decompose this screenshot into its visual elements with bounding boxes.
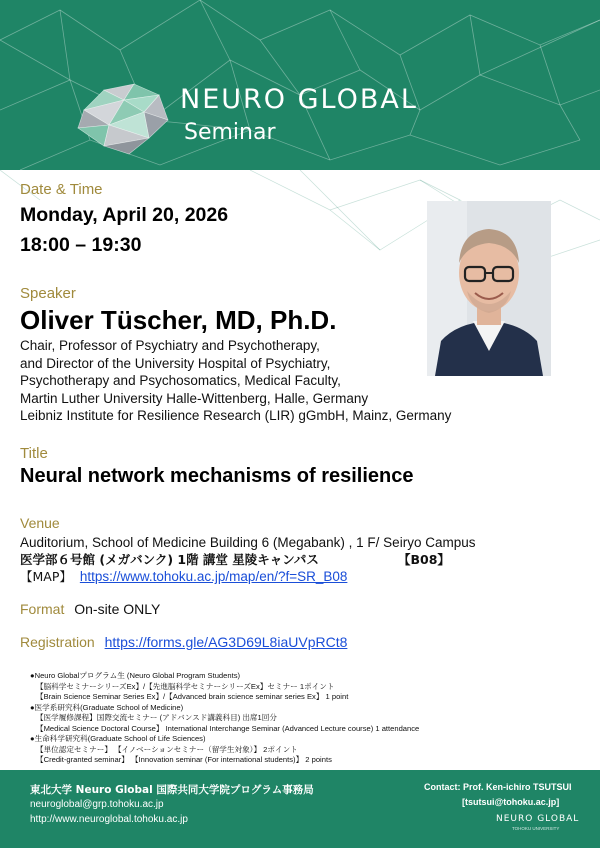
affiliation-line: and Director of the University Hospital of Psychiatry, (20, 355, 331, 371)
venue-label: Venue (20, 515, 60, 531)
affiliation-line: Martin Luther University Halle-Wittenberg, Halle, Germany (20, 390, 369, 406)
speaker-affiliation (20, 337, 451, 425)
office-website[interactable]: http://www.neuroglobal.tohoku.ac.jp (30, 814, 188, 825)
venue-code: 【B08】 (398, 552, 450, 567)
event-time: 18:00 – 19:30 (20, 234, 142, 256)
office-email[interactable]: neuroglobal@grp.tohoku.ac.jp (30, 799, 164, 810)
note-line: 【脳科学セミナーシリーズEx】/【先進脳科学セミナーシリーズEx】セミナー 1ポイント (36, 681, 335, 691)
affiliation-line: Chair, Professor of Psychiatry and Psychotherapy, (20, 338, 320, 353)
footer-logo-sub: TOHOKU UNIVERSITY (512, 826, 560, 831)
speaker-name: Oliver Tüscher, MD, Ph.D. (20, 305, 337, 335)
contact-name: Contact: Prof. Ken-ichiro TSUTSUI (424, 782, 572, 792)
affiliation-line: Psychotherapy and Psychosomatics, Medical Faculty, (20, 373, 341, 388)
note-line: 【Credit-granted seminar】 【Innovation seminar (For international students)】 2 points (36, 755, 332, 764)
footer (0, 770, 600, 848)
note-line: 【Medical Science Doctoral Course】 International Interchange Seminar (Advanced Lecture course) 1 attendance (36, 723, 420, 733)
office-name: 東北大学 Neuro Global 国際共同大学院プログラム事務局 (30, 784, 314, 796)
talk-title: Neural network mechanisms of resilience (20, 465, 414, 487)
title-label: Title (20, 445, 48, 462)
note-line: 【Brain Science Seminar Series Ex】/【Advanced brain science seminar series Ex】 1 point (36, 692, 349, 701)
header-banner (0, 0, 600, 170)
footer-logo-text: NEURO GLOBAL (496, 814, 580, 824)
brain-logo-icon (74, 80, 170, 156)
datetime-label: Date & Time (20, 181, 103, 198)
event-date: Monday, April 20, 2026 (20, 204, 229, 226)
format-label: Format (20, 601, 65, 617)
brand-title: NEURO GLOBAL (180, 84, 418, 115)
note-line: ●生命科学研究科(Graduate School of Life Sciences) (30, 734, 206, 743)
format-row (20, 601, 160, 619)
note-line: 【単位認定セミナー】 【イノベーションセミナー（留学生対象）】 2ポイント (36, 744, 298, 754)
venue-japanese: 医学部６号館 (メガバンク) 1階 講堂 星陵キャンパス (20, 552, 319, 567)
map-link[interactable]: https://www.tohoku.ac.jp/map/en/?f=SR_B08 (79, 569, 348, 584)
speaker-label: Speaker (20, 285, 76, 302)
registration-row (20, 634, 347, 652)
format-value: On-site ONLY (74, 601, 161, 617)
contact-email[interactable]: [tsutsui@tohoku.ac.jp] (462, 797, 560, 807)
brand-subtitle: Seminar (184, 120, 276, 145)
affiliation-line: Leibniz Institute for Resilience Research (LIR) gGmbH, Mainz, Germany (20, 408, 452, 423)
note-line: ●医学系研究科(Graduate School of Medicine) (30, 702, 184, 712)
venue-english: Auditorium, School of Medicine Building 6 (Megabank) , 1 F/ Seiryo Campus (20, 535, 476, 550)
note-line: 【医学履修課程】国際交流セミナー (アドバンスド講義科目) 出席1回分 (36, 713, 277, 722)
credit-notes (30, 671, 590, 766)
registration-label: Registration (20, 634, 95, 650)
map-label: 【MAP】 (20, 569, 72, 584)
registration-link[interactable]: https://forms.gle/AG3D69L8iaUVpRCt8 (104, 634, 348, 650)
note-line: ●Neuro Globalプログラム生 (Neuro Global Program Students) (30, 671, 241, 680)
map-line (20, 568, 347, 586)
